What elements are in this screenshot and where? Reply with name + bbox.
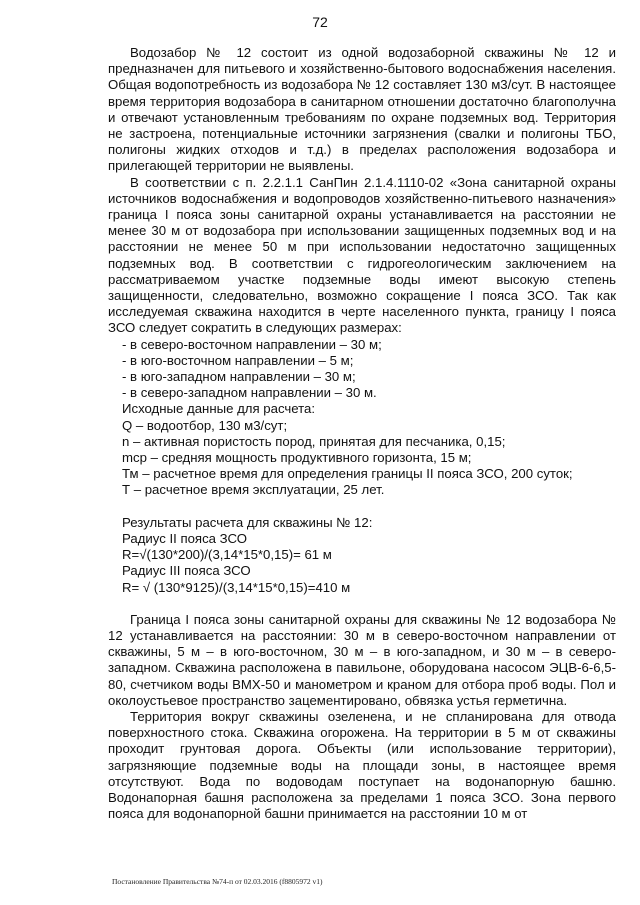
- radius-3-label: Радиус III пояса ЗСО: [122, 563, 251, 579]
- initial-data-heading: Исходные данные для расчета:: [122, 401, 316, 417]
- paragraph-territory: Территория вокруг скважины озеленена, и не спланирована для отвода поверхностного стока. Скважина огорожена. На территории в 5 м от скважины проходит грунтовая дорога. Объекты (или использование территории), загрязняющие подземные воды на площади зоны, в настоящее время отсутствуют. Вода по водоводам поступает на водонапорную башню. Водонапорная башня расположена за пределами 1 пояса ЗСО. Зона первого пояса для водонапорной башни принимается на расстоянии 10 м от: [108, 708, 616, 822]
- radius-2-label: Радиус II пояса ЗСО: [122, 530, 247, 546]
- footer-reference: Постановление Правительства №74-п от 02.03.2016 (f8805972 v1): [112, 877, 323, 886]
- initial-data-item: mср – средняя мощность продуктивного горизонта, 15 м;: [122, 450, 472, 466]
- direction-item: - в юго-западном направлении – 30 м;: [122, 369, 356, 385]
- initial-data-item: n – активная пористость пород, принятая для песчаника, 0,15;: [122, 433, 506, 449]
- direction-item: - в юго-восточном направлении – 5 м;: [122, 352, 354, 368]
- direction-item: - в северо-восточном направлении – 30 м;: [122, 336, 382, 352]
- spacer: [108, 499, 616, 515]
- page-number: 72: [312, 14, 328, 30]
- initial-data-item: Тм – расчетное время для определения границы II пояса ЗСО, 200 суток;: [122, 466, 573, 482]
- initial-data-item: Т – расчетное время эксплуатации, 25 лет.: [122, 482, 385, 498]
- initial-data-item: Q – водоотбор, 130 м3/сут;: [122, 417, 288, 433]
- paragraph-sanpin: В соответствии с п. 2.2.1.1 СанПин 2.1.4.1110-02 «Зона санитарной охраны источников водоснабжения и водопроводов хозяйственно-питьевого назначения» граница I пояса зоны санитарной охраны устанавливается на расстоянии не менее 30 м от водозабора при использовании защищенных подземных вод и на расстоянии не менее 50 м при использовании недостаточно защищенных подземных вод. В соответствии с гидрогеологическим заключением на рассматриваемом участке подземные воды имеют высокую степень защищенности, следовательно, возможно сокращение I пояса ЗСО. Так как исследуемая скважина находится в черте населенного пункта, границу I пояса ЗСО следует сократить в следующих размерах:: [108, 174, 616, 336]
- initial-data-block: [108, 401, 616, 498]
- results-heading: Результаты расчета для скважины № 12:: [122, 514, 373, 530]
- spacer: [108, 596, 616, 612]
- paragraph-water-intake: Водозабор № 12 состоит из одной водозаборной скважины № 12 и предназначен для питьевого и хозяйственно-бытового водоснабжения населения. Общая водопотребность из водозабора № 12 составляет 130 м3/сут. В настоящее время территория водозабора в санитарном отношении достаточно благополучна и отвечают установленным требованиям по охране подземных вод. Территория не застроена, потенциальные источники загрязнения (свалки и полигоны ТБО, полигоны жидких отходов и т.д.) в пределах расположения водозабора и прилегающей территории не выявлены.: [108, 45, 616, 174]
- paragraph-zone-boundary: Граница I пояса зоны санитарной охраны для скважины № 12 водозабора № 12 устанавливается на расстоянии: 30 м в северо-восточном направлении от скважины, 5 м – в юго-восточном, 30 м – в юго-западном, и 30 м – в северо-западном. Скважина расположена в павильоне, оборудована насосом ЭЦВ-6-6,5-80, счетчиком воды ВМХ-50 и манометром и краном для отбора проб воды. Пол и околоустьевое пространство зацементировано, обвязка устья герметична.: [108, 611, 616, 708]
- directions-list: [108, 337, 616, 402]
- radius-3-formula: R= √ (130*9125)/(3,14*15*0,15)=410 м: [122, 579, 351, 595]
- direction-item: - в северо-западном направлении – 30 м.: [122, 385, 377, 401]
- document-body: [108, 45, 616, 822]
- radius-2-formula: R=√(130*200)/(3,14*15*0,15)= 61 м: [122, 547, 332, 563]
- results-block: [108, 515, 616, 596]
